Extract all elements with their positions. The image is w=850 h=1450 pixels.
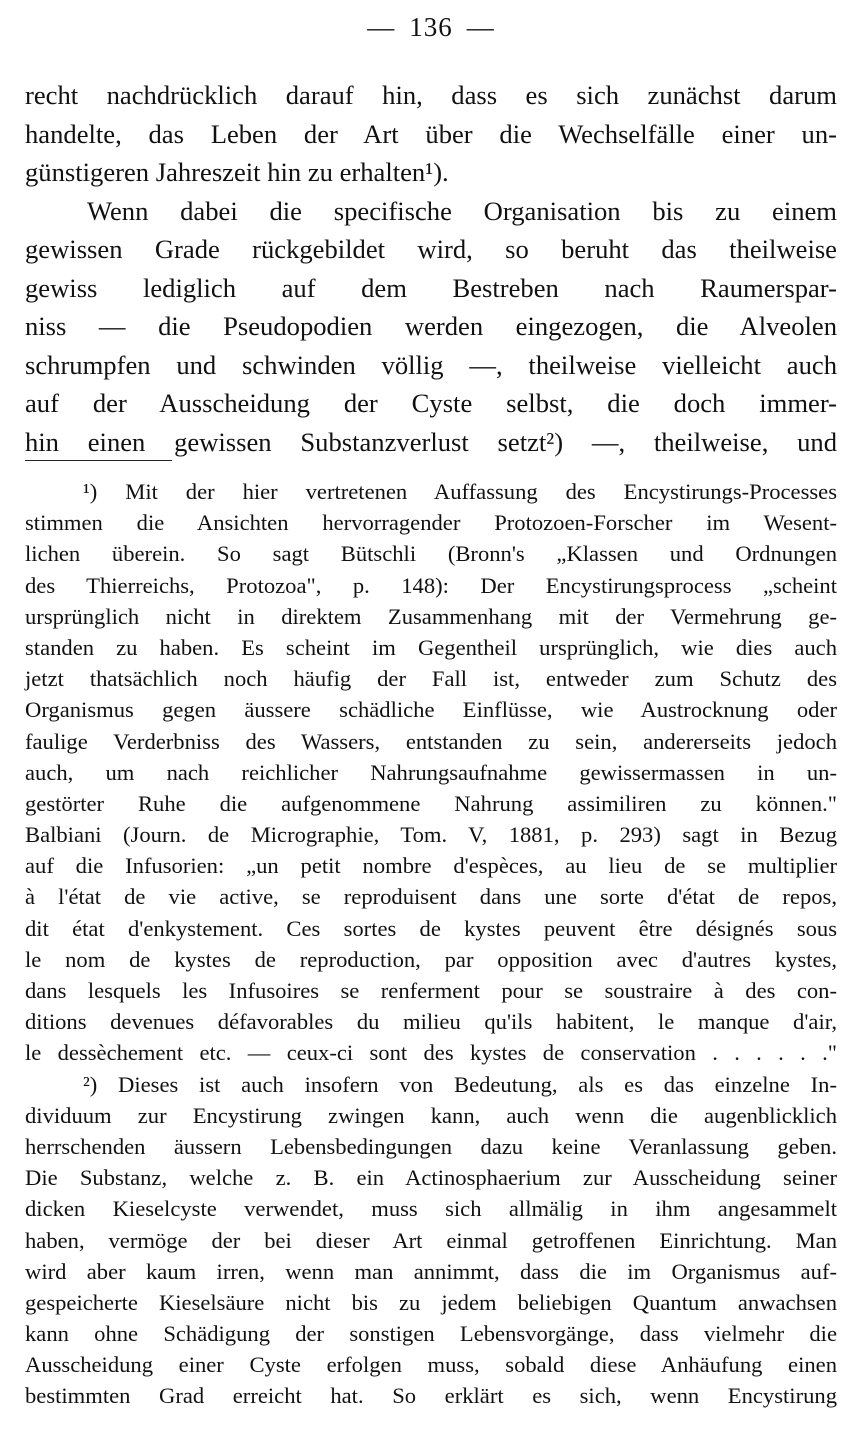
text-line: handelte, das Leben der Art über die Wechselfälle einer un- [25,118,837,149]
footnote-line: dit état d'enkystement. Ces sortes de kystes peuvent être désignés sous [25,915,837,941]
footnote-line: des Thierreichs, Protozoa", p. 148): Der Encystirungsprocess „scheint [25,572,837,598]
text-line: schrumpfen und schwinden völlig —, theilweise vielleicht auch [25,349,837,380]
footnote-line: ¹) Mit der hier vertretenen Auffassung des Encystirungs-Processes [83,479,837,504]
footnote-line: dans lesquels les Infusoires se renferment pour se soustraire à des con- [25,978,837,1003]
footnote-line: kann ohne Schädigung der sonstigen Lebensvorgänge, dass vielmehr die [25,1321,837,1347]
text-line: günstigeren Jahreszeit hin zu erhalten¹). [25,157,449,187]
footnotes [25,476,837,1412]
footnote-line: le dessèchement etc. — ceux-ci sont des kystes de conservation . . . . . ." [25,1040,837,1066]
footnote-line: faulige Verderbniss des Wassers, entstanden zu sein, andererseits jedoch [25,728,837,754]
text-line: recht nachdrücklich darauf hin, dass es sich zunächst darum [25,80,837,110]
footnote-line: standen zu haben. Es scheint im Gegentheil ursprünglich, wie dies auch [25,634,837,660]
footnote-line: ²) Dieses ist auch insofern von Bedeutung, als es das einzelne In- [83,1071,837,1097]
footnote-line: Balbiani (Journ. de Micrographie, Tom. V, 1881, p. 293) sagt in Bezug [25,822,837,848]
page-header [25,12,837,43]
footnote-line: auch, um nach reichlicher Nahrungsaufnahme gewissermassen in un- [25,759,837,785]
footnote-line: haben, vermöge der bei dieser Art einmal getroffenen Einrichtung. Man [25,1227,837,1253]
text-line: hin einen gewissen Substanzverlust setzt²) —, theilweise, und [25,426,837,457]
footnote-line: Ausscheidung einer Cyste erfolgen muss, sobald diese Anhäufung einen [25,1352,837,1378]
footnote-line: dividuum zur Encystirung zwingen kann, auch wenn die augenblicklich [25,1102,837,1128]
footnote-line: ditions devenues défavorables du milieu qu'ils habitent, le manque d'air, [25,1009,837,1035]
footnote-line: Die Substanz, welche z. B. ein Actinosphaerium zur Ausscheidung seiner [25,1165,837,1191]
header-dash-right: — [466,12,495,42]
page-number: 136 [409,12,453,42]
text-line: niss — die Pseudopodien werden eingezogen, die Alveolen [25,311,837,341]
footnote-line: wird aber kaum irren, wenn man annimmt, dass die im Organismus auf- [25,1258,837,1284]
footnote-line: auf die Infusorien: „un petit nombre d'espèces, au lieu de se multiplier [25,853,837,879]
footnote-line: lichen überein. So sagt Bütschli (Bronn's „Klassen und Ordnungen [25,541,837,567]
header-dash-left: — [367,12,396,42]
book-page [25,0,837,1450]
footnote-line: herrschenden äussern Lebensbedingungen dazu keine Veranlassung geben. [25,1133,837,1159]
text-line: Wenn dabei die specifische Organisation bis zu einem [87,195,837,226]
footnote-line: ursprünglich nicht in direktem Zusammenhang mit der Vermehrung ge- [25,603,837,629]
footnote-line: jetzt thatsächlich noch häufig der Fall ist, entweder zum Schutz des [25,666,837,692]
footnote-line: bestimmten Grad erreicht hat. So erklärt es sich, wenn Encystirung [25,1383,837,1409]
text-line: gewiss lediglich auf dem Bestreben nach Raumerspar- [25,272,837,303]
footnote-divider [25,460,172,461]
footnote-line: dicken Kieselcyste verwendet, muss sich allmälig in ihm angesammelt [25,1196,837,1222]
footnote-line: gespeicherte Kieselsäure nicht bis zu jedem beliebigen Quantum anwachsen [25,1289,837,1315]
footnote-line: le nom de kystes de reproduction, par opposition avec d'autres kystes, [25,946,837,972]
footnote-line: à l'état de vie active, se reproduisent dans une sorte d'état de repos, [25,884,837,910]
text-line: auf der Ausscheidung der Cyste selbst, die doch immer- [25,388,837,418]
footnote-line: Organismus gegen äussere schädliche Einflüsse, wie Austrocknung oder [25,697,837,723]
text-line: gewissen Grade rückgebildet wird, so beruht das theilweise [25,234,837,264]
footnote-line: stimmen die Ansichten hervorragender Protozoen-Forscher im Wesent- [25,510,837,536]
footnote-line: gestörter Ruhe die aufgenommene Nahrung assimiliren zu können." [25,790,837,816]
main-text [25,76,837,461]
